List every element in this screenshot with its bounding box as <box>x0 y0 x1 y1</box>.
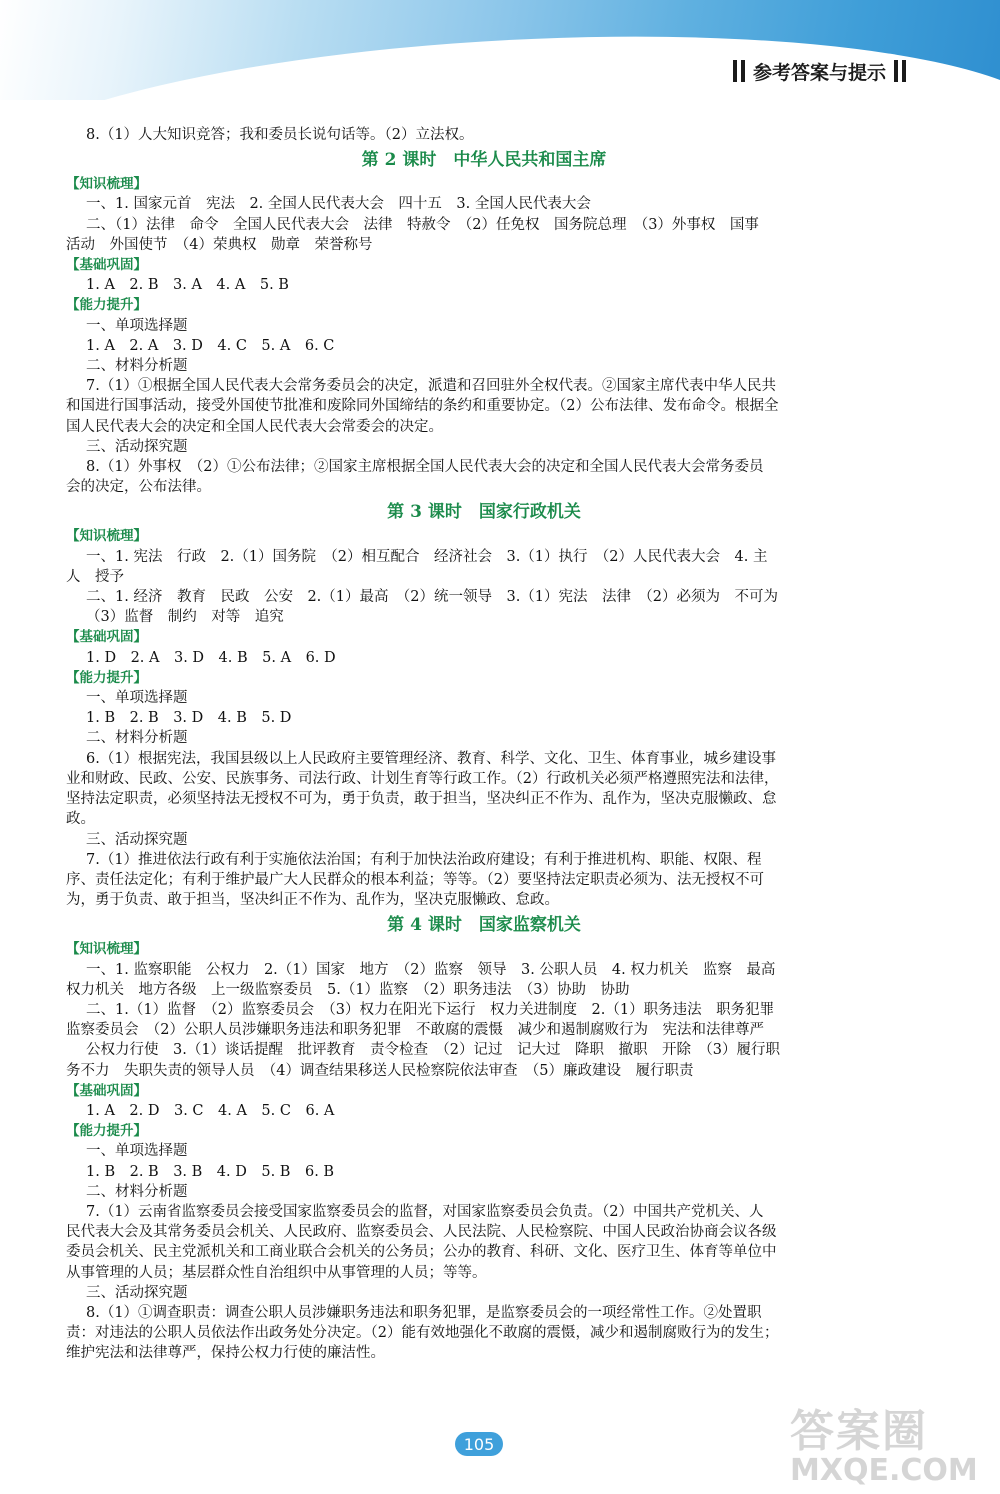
answer-line: 序、责任法定化；有利于维护最广大人民群众的根本利益；等等。（2）要坚持法定职责必须为、法无授权不可 <box>66 871 764 888</box>
header-label-text: 参考答案与提示 <box>752 61 886 84</box>
answer-line: 二、（1）法律 命令 全国人民代表大会 法律 特赦令 （2）任免权 国务院总理 （3）外事权 国事 <box>86 216 759 233</box>
answer-line: 政。 <box>66 811 95 828</box>
answer-content <box>66 125 902 1364</box>
answer-line: 7.（1）云南省监察委员会接受国家监察委员会的监督，对国家监察委员会负责。（2）中国共产党机关、人 <box>86 1203 764 1220</box>
section-tag: 【知识梳理】 <box>66 941 147 958</box>
section-tag: 【能力提升】 <box>66 297 147 314</box>
answer-line: 民代表大会及其常务委员会机关、人民政府、监察委员会、人民法院、人民检察院、中国人民政治协商会议各级 <box>66 1224 777 1241</box>
answer-line: 国人民代表大会的决定和全国人民代表大会常委会的决定。 <box>66 418 443 435</box>
section-tag: 【能力提升】 <box>66 669 147 686</box>
page-number: 105 <box>455 1432 503 1456</box>
watermark-logo <box>790 1395 990 1490</box>
bar-decoration <box>741 60 745 82</box>
answer-line: 业和财政、民政、公安、民族事务、司法行政、计划生育等行政工作。（2）行政机关必须严格遵照宪法和法律， <box>66 770 779 787</box>
answer-line: 二、1. 经济 教育 民政 公安 2.（1）最高 （2）统一领导 3.（1）宪法 法律 （2）必须为 不可为 <box>86 589 779 606</box>
answer-line: 和国进行国事活动，接受外国使节批准和废除同外国缔结的条约和重要协定。（2）公布法律、发布命令。根据全 <box>66 398 779 415</box>
answer-line: 权力机关 地方各级 上一级监察委员 5.（1）监察 （2）职务违法 （3）协助 协助 <box>66 981 630 998</box>
answer-line: 人 授予 <box>66 568 124 585</box>
answer-line: 1. B 2. B 3. D 4. B 5. D <box>86 710 292 727</box>
answer-line: 公权力行使 3.（1）谈话提醒 批评教育 责令检查 （2）记过 记大过 降职 撤职 开除 （3）履行职 <box>86 1042 781 1059</box>
answer-line: 8.（1）人大知识竞答；我和委员长说句话等。（2）立法权。 <box>86 127 474 143</box>
watermark-text: 答案圈 <box>790 1406 928 1457</box>
answer-line: 为，勇于负责、敢于担当，坚决纠正不作为、乱作为，坚决克服懒政、怠政。 <box>66 892 559 909</box>
answer-line: 坚持法定职责，必须坚持法无授权不可为，勇于负责，敢于担当，坚决纠正不作为、乱作为，坚决克服懒政、怠 <box>66 791 777 808</box>
section-tag: 【基础巩固】 <box>66 257 147 274</box>
answer-line: 会的决定，公布法律。 <box>66 479 211 496</box>
lesson-title: 第 2 课时 中华人民共和国主席 <box>361 150 607 171</box>
answer-line: 6.（1）根据宪法，我国县级以上人民政府主要管理经济、教育、科学、文化、卫生、体育事业，城乡建设事 <box>86 750 777 767</box>
answer-line: 活动 外国使节 （4）荣典权 勋章 荣誉称号 <box>66 236 373 253</box>
answer-line: 1. A 2. B 3. A 4. A 5. B <box>86 277 289 294</box>
answer-line: 1. B 2. B 3. B 4. D 5. B 6. B <box>86 1163 335 1180</box>
answer-line: 一、1. 监察职能 公权力 2.（1）国家 地方 （2）监察 领导 3. 公职人员 4. 权力机关 监察 最高 <box>86 961 776 978</box>
answer-line: 一、单项选择题 <box>86 690 188 707</box>
answer-line: （3）监督 制约 对等 追究 <box>86 609 284 626</box>
bar-decoration <box>894 60 898 82</box>
answer-line: 1. D 2. A 3. D 4. B 5. A 6. D <box>86 649 336 666</box>
answer-line: 三、活动探究题 <box>86 831 188 848</box>
answer-line: 委员会机关、民主党派机关和工商业联合会机关的公务员；公办的教育、科研、文化、医疗卫生、体育等单位中 <box>66 1244 777 1261</box>
answer-line: 8.（1）①调查职责：调查公职人员涉嫌职务违法和职务犯罪，是监察委员会的一项经常性工作。②处置职 <box>86 1304 762 1321</box>
section-tag: 【知识梳理】 <box>66 176 147 193</box>
section-tag: 【基础巩固】 <box>66 1082 147 1099</box>
answer-line: 三、活动探究题 <box>86 438 188 455</box>
answer-line: 一、单项选择题 <box>86 1143 188 1160</box>
answer-line: 二、1.（1）监督 （2）监察委员会 （3）权力在阳光下运行 权力关进制度 2.（1）职务违法 职务犯罪 <box>86 1001 775 1018</box>
answer-line: 一、单项选择题 <box>86 317 188 334</box>
answer-line: 二、材料分析题 <box>86 1183 188 1200</box>
bar-decoration <box>733 60 737 82</box>
bar-decoration <box>902 60 906 82</box>
lesson-title: 第 3 课时 国家行政机关 <box>387 502 581 523</box>
answer-line: 二、材料分析题 <box>86 358 188 375</box>
lesson-title: 第 4 课时 国家监察机关 <box>387 915 581 936</box>
answer-line: 1. A 2. A 3. D 4. C 5. A 6. C <box>86 337 335 354</box>
watermark-url: MXQE.COM <box>790 1453 978 1488</box>
answer-line: 责：对违法的公职人员依法作出政务处分决定。（2）能有效地强化不敢腐的震慑，减少和遏制腐败行为的发生； <box>66 1325 779 1342</box>
section-tag: 【基础巩固】 <box>66 629 147 646</box>
section-tag: 【能力提升】 <box>66 1123 147 1140</box>
section-tag: 【知识梳理】 <box>66 528 147 545</box>
answer-line: 二、材料分析题 <box>86 730 188 747</box>
answer-line: 一、1. 国家元首 宪法 2. 全国人民代表大会 四十五 3. 全国人民代表大会 <box>86 196 591 213</box>
answer-line: 务不力 失职失责的领导人员 （4）调查结果移送人民检察院依法审查 （5）廉政建设 履行职责 <box>66 1062 694 1079</box>
answer-line: 7.（1）①根据全国人民代表大会常务委员会的决定，派遣和召回驻外全权代表。②国家主席代表中华人民共 <box>86 378 777 395</box>
answer-line: 一、1. 宪法 行政 2.（1）国务院 （2）相互配合 经济社会 3.（1）执行 （2）人民代表大会 4. 主 <box>86 548 768 565</box>
answer-line: 从事管理的人员；基层群众性自治组织中从事管理的人员；等等。 <box>66 1264 487 1281</box>
answer-line: 1. A 2. D 3. C 4. A 5. C 6. A <box>86 1102 335 1119</box>
header-section-label <box>731 56 908 86</box>
answer-line: 监察委员会 （2）公职人员涉嫌职务违法和职务犯罪 不敢腐的震慑 减少和遏制腐败行为 宪法和法律尊严 <box>66 1022 764 1039</box>
answer-line: 维护宪法和法律尊严，保持公权力行使的廉洁性。 <box>66 1345 385 1362</box>
answer-line: 7.（1）推进依法行政有利于实施依法治国；有利于加快法治政府建设；有利于推进机构、职能、权限、程 <box>86 851 762 868</box>
answer-line: 8.（1）外事权 （2）①公布法律；②国家主席根据全国人民代表大会的决定和全国人民代表大会常务委员 <box>86 459 764 476</box>
answer-line: 三、活动探究题 <box>86 1284 188 1301</box>
